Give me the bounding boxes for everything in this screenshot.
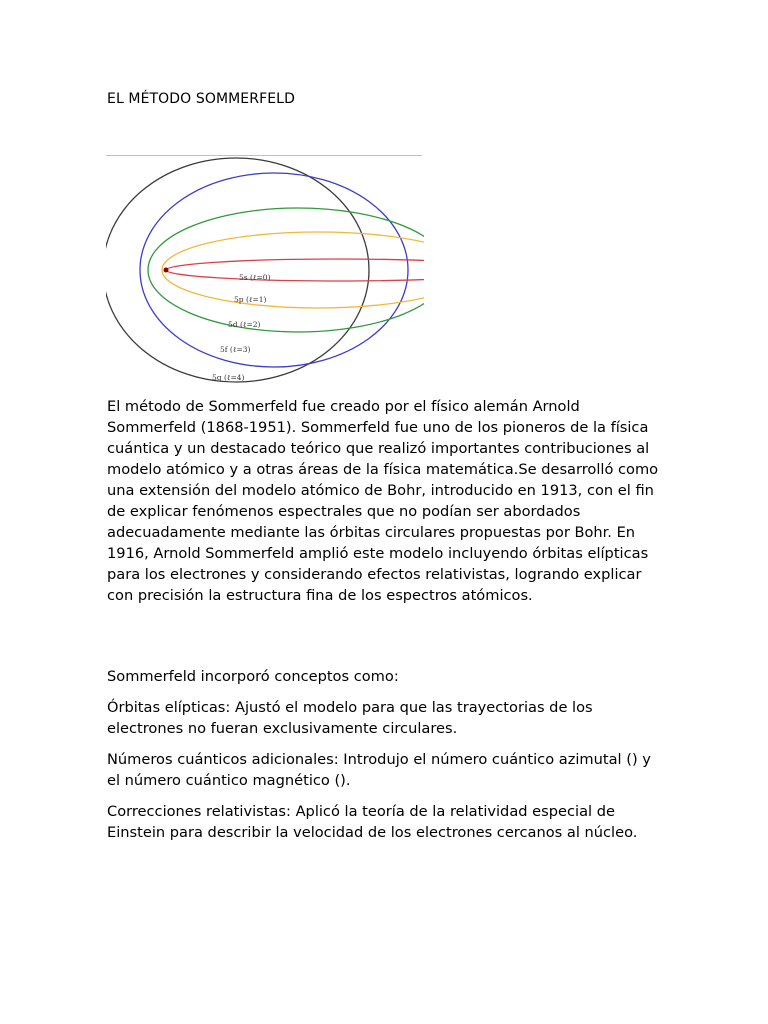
- orbit-label-5f: 5f (ℓ=3): [220, 345, 251, 354]
- orbit-label-5p: 5p (ℓ=1): [234, 295, 267, 304]
- concept-item-quantum-numbers: Números cuánticos adicionales: Introdujo el número cuántico azimutal () y el número cuántico magnético ().: [107, 751, 651, 789]
- orbit-5p: [162, 232, 424, 308]
- nucleus: [164, 268, 169, 273]
- sommerfeld-orbits-figure: [106, 150, 424, 386]
- orbit-label-5d: 5d (ℓ=2): [228, 320, 261, 329]
- page-title: EL MÉTODO SOMMERFELD: [107, 91, 295, 107]
- orbit-5f: [140, 173, 408, 367]
- concept-item-relativistic-corrections: Correcciones relativistas: Aplicó la teoría de la relatividad especial de Einstein para describir la velocidad de los electrones cercanos al núcleo.: [107, 803, 638, 841]
- concepts-intro-paragraph: Sommerfeld incorporó conceptos como:: [107, 668, 399, 685]
- orbit-5s: [166, 259, 424, 281]
- concept-item-elliptic-orbits: Órbitas elípticas: Ajustó el modelo para que las trayectorias de los electrones no fueran exclusivamente circulares.: [107, 699, 593, 737]
- intro-paragraph: El método de Sommerfeld fue creado por el físico alemán Arnold Sommerfeld (1868-1951). Sommerfeld fue uno de los pioneros de la física cuántica y un destacado teórico que realizó importantes contribuciones al modelo atómico y a otras áreas de la física matemática.Se desarrolló como una extensión del modelo atómico de Bohr, introducido en 1913, con el fin de explicar fenómenos espectrales que no podían ser abordados adecuadamente mediante las órbitas circulares propuestas por Bohr. En 1916, Arnold Sommerfeld amplió este modelo incluyendo órbitas elípticas para los electrones y considerando efectos relativistas, logrando explicar con precisión la estructura fina de los espectros atómicos.: [107, 398, 659, 604]
- orbit-label-5s: 5s (ℓ=0): [239, 273, 271, 282]
- orbit-label-5g: 5g (ℓ=4): [212, 373, 245, 382]
- orbit-5d: [148, 208, 424, 332]
